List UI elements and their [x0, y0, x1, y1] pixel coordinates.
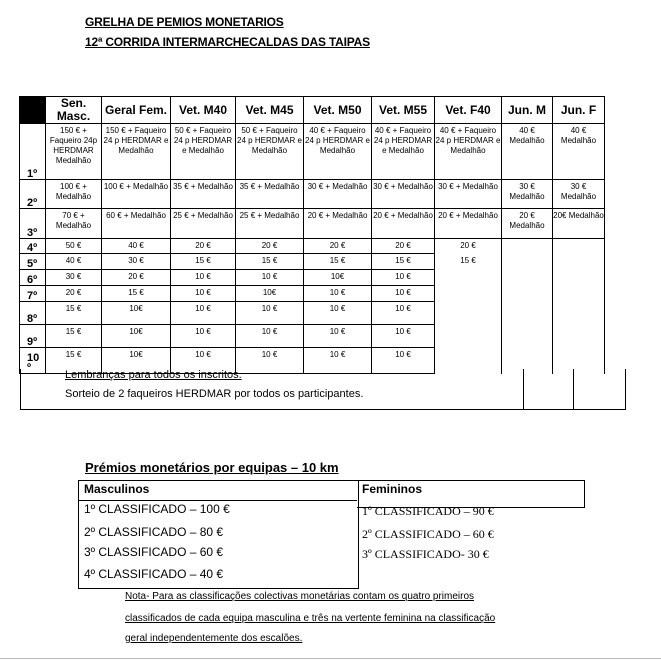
prize-cell: 30 € [46, 270, 102, 286]
prize-cell: 25 € + Medalhão [171, 209, 236, 239]
prize-cell: 10 € [236, 270, 304, 286]
prize-cell: 10 € [372, 325, 435, 348]
table-row [20, 124, 605, 180]
prize-cell: 10€ [236, 286, 304, 302]
prize-cell: 10 € [372, 270, 435, 286]
column-header: Vet. M55 [372, 97, 435, 124]
prize-cell: 15 € [171, 254, 236, 270]
prize-cell: 50 € + Faqueiro 24 p HERDMAR e Medalhão [171, 124, 236, 180]
notes-cell-jun-m [522, 369, 574, 410]
prize-cell: 40 € + Faqueiro 24 p HERDMAR e Medalhão [435, 124, 502, 180]
prize-cell: 10 € [304, 286, 372, 302]
prize-cell: 30 € + Medalhão [435, 180, 502, 209]
female-team-prize: 3º CLASSIFICADO- 30 € [362, 547, 489, 561]
prize-cell: 10 € [236, 348, 304, 374]
team-prizes-title: Prémios monetários por equipas – 10 km [85, 460, 339, 475]
prize-table [19, 96, 605, 374]
position-label: 6º [20, 270, 46, 286]
prize-cell: 20 € [304, 239, 372, 254]
prize-cell [502, 325, 553, 348]
document-subtitle: 12ª CORRIDA INTERMARCHECALDAS DAS TAIPAS [85, 35, 370, 49]
prize-cell [553, 286, 605, 302]
prize-cell [553, 325, 605, 348]
column-header: Sen. Masc. [46, 97, 102, 124]
table-row [20, 302, 605, 325]
prize-cell [502, 286, 553, 302]
prize-cell: 10 € [236, 302, 304, 325]
prize-cell: 50 € [46, 239, 102, 254]
prize-cell: 10 € [171, 270, 236, 286]
prize-cell: 10 € [304, 302, 372, 325]
prize-cell: 20 € + Medalhão [372, 209, 435, 239]
prize-cell: 40 € Medalhão [502, 124, 553, 180]
column-header: Jun. M [502, 97, 553, 124]
document-title: GRELHA DE PEMIOS MONETARIOS [85, 15, 284, 29]
prize-cell [435, 286, 502, 302]
prize-cell: 35 € + Medalhão [171, 180, 236, 209]
prize-cell [553, 270, 605, 286]
footnote-line: classificados de cada equipa masculina e três na vertente feminina na classificação [125, 613, 496, 624]
prize-cell: 100 € + Medalhão [102, 180, 171, 209]
prize-cell: 15 € [46, 302, 102, 325]
prize-cell [553, 254, 605, 270]
position-label: 3º [20, 209, 46, 239]
prize-cell: 25 € + Medalhão [236, 209, 304, 239]
prize-cell: 40 € + Faqueiro 24 p HERDMAR e Medalhão [304, 124, 372, 180]
column-header: Geral Fem. [102, 97, 171, 124]
footnote-line: geral independentemente dos escalões. [125, 633, 303, 644]
position-label: 10 º [20, 348, 46, 374]
table-row [20, 286, 605, 302]
female-label: Femininos [362, 482, 423, 496]
prize-cell [435, 270, 502, 286]
female-team-prize: 1º CLASSIFICADO – 90 € [362, 504, 494, 518]
column-header: Vet. M50 [304, 97, 372, 124]
prize-cell: 10 € [372, 348, 435, 374]
prize-cell: 10 € [236, 325, 304, 348]
table-row [20, 209, 605, 239]
prize-cell: 10 € [171, 302, 236, 325]
position-label: 1º [20, 124, 46, 180]
prize-cell [553, 239, 605, 254]
table-row [20, 239, 605, 254]
prize-cell [502, 302, 553, 325]
prize-cell: 10 € [171, 286, 236, 302]
prize-cell: 15 € [372, 254, 435, 270]
prize-cell: 30 € Medalhão [502, 180, 553, 209]
female-team-prize: 2º CLASSIFICADO – 60 € [362, 527, 494, 541]
prize-cell [553, 302, 605, 325]
prize-cell: 20 € [236, 239, 304, 254]
prize-cell: 10€ [304, 270, 372, 286]
footnote-line: Nota- Para as classificações colectivas monetárias contam os quatro primeiros [125, 591, 475, 602]
column-header: Jun. F [553, 97, 605, 124]
prize-cell: 20 € + Medalhão [435, 209, 502, 239]
prize-cell: 10 € [171, 325, 236, 348]
prize-cell: 35 € + Medalhão [236, 180, 304, 209]
note-souvenirs: Lembranças para todos os inscritos. [65, 369, 242, 381]
position-label: 9º [20, 325, 46, 348]
table-notes [20, 369, 524, 410]
prize-cell: 10 € [304, 348, 372, 374]
prize-cell: 40 € [46, 254, 102, 270]
table-header-row [20, 97, 605, 124]
table-row [20, 254, 605, 270]
prize-cell: 20 € [102, 270, 171, 286]
table-row [20, 180, 605, 209]
prize-cell: 15 € [435, 254, 502, 270]
prize-cell: 40 € Medalhão [553, 124, 605, 180]
page-edge [0, 658, 661, 659]
prize-cell: 10€ [102, 302, 171, 325]
prize-cell: 50 € + Faqueiro 24 p HERDMAR e Medalhão [236, 124, 304, 180]
column-header: Vet. F40 [435, 97, 502, 124]
position-label: 8º [20, 302, 46, 325]
prize-cell [435, 325, 502, 348]
prize-cell: 15 € [46, 325, 102, 348]
male-team-prize: 2º CLASSIFICADO – 80 € [84, 525, 224, 539]
prize-cell: 150 € + Faqueiro 24 p HERDMAR e Medalhão [102, 124, 171, 180]
prize-cell: 15 € [236, 254, 304, 270]
position-label: 7º [20, 286, 46, 302]
prize-cell: 10 € [304, 325, 372, 348]
header-corner [20, 97, 46, 124]
column-header: Vet. M40 [171, 97, 236, 124]
prize-cell: 10€ [102, 325, 171, 348]
male-team-prize: 4º CLASSIFICADO – 40 € [84, 567, 224, 581]
male-team-prize: 1º CLASSIFICADO – 100 € [84, 502, 230, 516]
table-row [20, 270, 605, 286]
prize-cell: 100 € + Medalhão [46, 180, 102, 209]
prize-cell [502, 239, 553, 254]
note-raffle: Sorteio de 2 faqueiros HERDMAR por todos os participantes. [65, 388, 364, 400]
prize-cell: 20 € + Medalhão [304, 209, 372, 239]
prize-cell: 20 € [372, 239, 435, 254]
male-team-prize: 3º CLASSIFICADO – 60 € [84, 545, 224, 559]
prize-cell: 40 € [102, 239, 171, 254]
table-row [20, 325, 605, 348]
column-header: Vet. M45 [236, 97, 304, 124]
prize-cell: 15 € [46, 348, 102, 374]
prize-cell: 15 € [102, 286, 171, 302]
position-label: 5º [20, 254, 46, 270]
position-label: 4º [20, 239, 46, 254]
prize-cell: 30 € + Medalhão [372, 180, 435, 209]
prize-cell: 20 € [171, 239, 236, 254]
prize-cell [502, 254, 553, 270]
prize-cell: 20 € [435, 239, 502, 254]
prize-cell: 30 € [102, 254, 171, 270]
prize-cell: 15 € [304, 254, 372, 270]
prize-cell: 60 € + Medalhão [102, 209, 171, 239]
prize-cell: 20€ Medalhão [553, 209, 605, 239]
prize-cell: 40 € + Faqueiro 24 p HERDMAR e Medalhão [372, 124, 435, 180]
prize-cell: 10 € [372, 302, 435, 325]
prize-cell: 30 € Medalhão [553, 180, 605, 209]
prize-cell: 10€ [102, 348, 171, 374]
male-label: Masculinos [84, 482, 150, 496]
position-label: 2º [20, 180, 46, 209]
prize-cell: 30 € + Medalhão [304, 180, 372, 209]
prize-cell: 70 € + Medalhão [46, 209, 102, 239]
prize-cell: 20 € Medalhão [502, 209, 553, 239]
prize-cell: 10 € [171, 348, 236, 374]
prize-cell: 20 € [46, 286, 102, 302]
prize-cell: 10 € [372, 286, 435, 302]
prize-cell [502, 270, 553, 286]
prize-cell [435, 302, 502, 325]
notes-cell-jun-f [573, 369, 626, 410]
prize-cell: 150 € + Faqueiro 24p HERDMAR Medalhão [46, 124, 102, 180]
